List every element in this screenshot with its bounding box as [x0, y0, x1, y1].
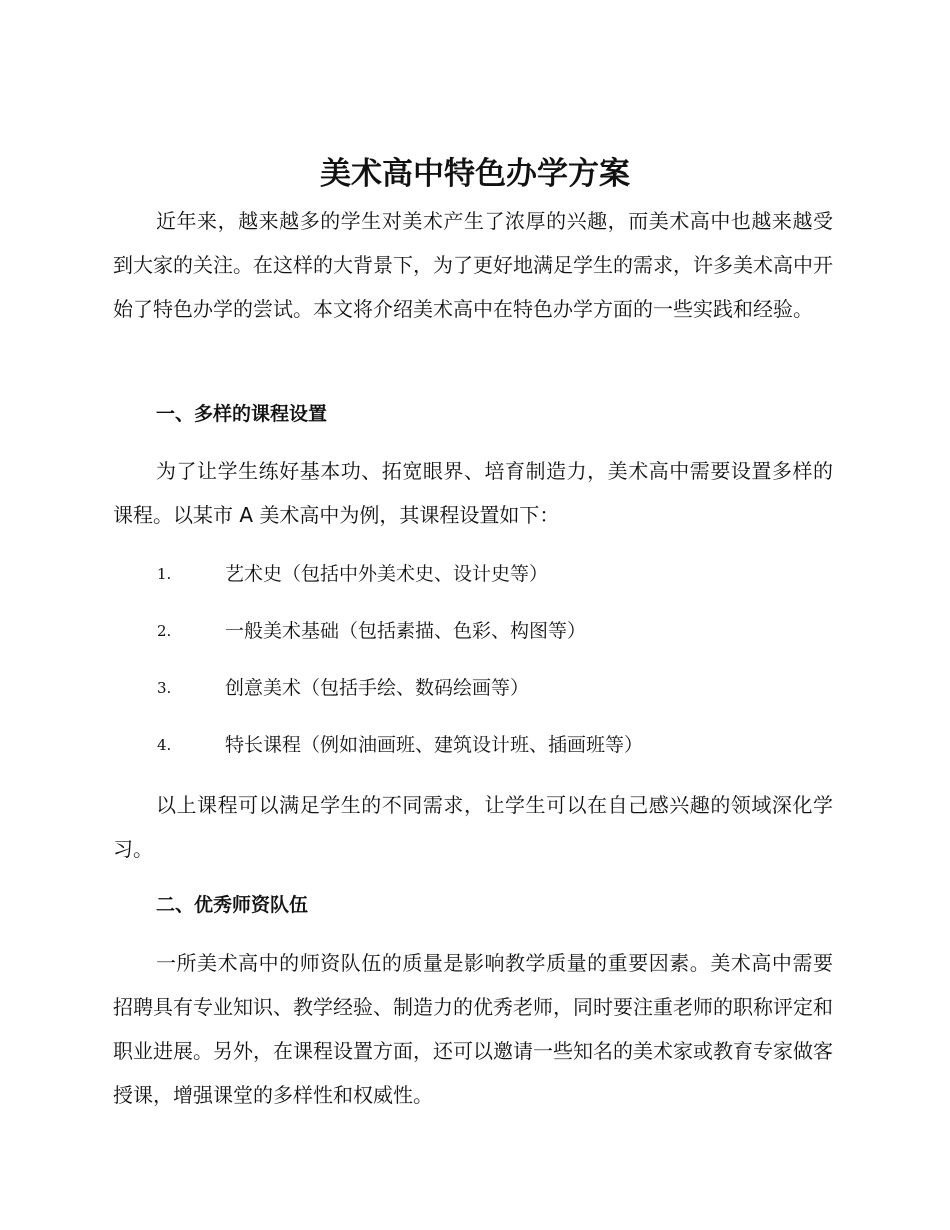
intro-paragraph: 近年来，越来越多的学生对美术产生了浓厚的兴趣，而美术高中也越来越受到大家的关注。在这样的大背景下，为了更好地满足学生的需求，许多美术高中开始了特色办学的尝试。本文将介绍美术高中在特色办学方面的一些实践和经验。: [113, 209, 833, 321]
list-item: [157, 616, 817, 646]
list-item: [157, 673, 817, 703]
section-heading-courses: 一、多样的课程设置: [156, 403, 328, 425]
list-item: [157, 730, 817, 760]
list-item: [157, 559, 817, 589]
list-item-number: 3.: [157, 679, 172, 697]
courses-paragraph: 为了让学生练好基本功、拓宽眼界、培育制造力，美术高中需要设置多样的课程。以某市 A 美术高中为例，其课程设置如下：: [113, 459, 833, 527]
list-item-number: 4.: [157, 736, 172, 754]
list-item-text: 艺术史（包括中外美术史、设计史等）: [225, 563, 549, 585]
teachers-paragraph: 一所美术高中的师资队伍的质量是影响教学质量的重要因素。美术高中需要招聘具有专业知识、教学经验、制造力的优秀老师，同时要注重老师的职称评定和职业进展。另外，在课程设置方面，还可以邀请一些知名的美术家或教育专家做客授课，增强课堂的多样性和权威性。: [113, 951, 833, 1107]
list-item-text: 特长课程（例如油画班、建筑设计班、插画班等）: [225, 734, 644, 756]
document-title: 美术高中特色办学方案: [320, 156, 630, 192]
section-heading-teachers: 二、优秀师资队伍: [156, 894, 309, 916]
list-item-number: 1.: [157, 565, 172, 583]
list-item-number: 2.: [157, 622, 172, 640]
list-item-text: 一般美术基础（包括素描、色彩、构图等）: [225, 620, 587, 642]
list-item-text: 创意美术（包括手绘、数码绘画等）: [225, 677, 530, 699]
courses-conclusion-paragraph: 以上课程可以满足学生的不同需求，让学生可以在自己感兴趣的领域深化学习。: [113, 793, 833, 861]
